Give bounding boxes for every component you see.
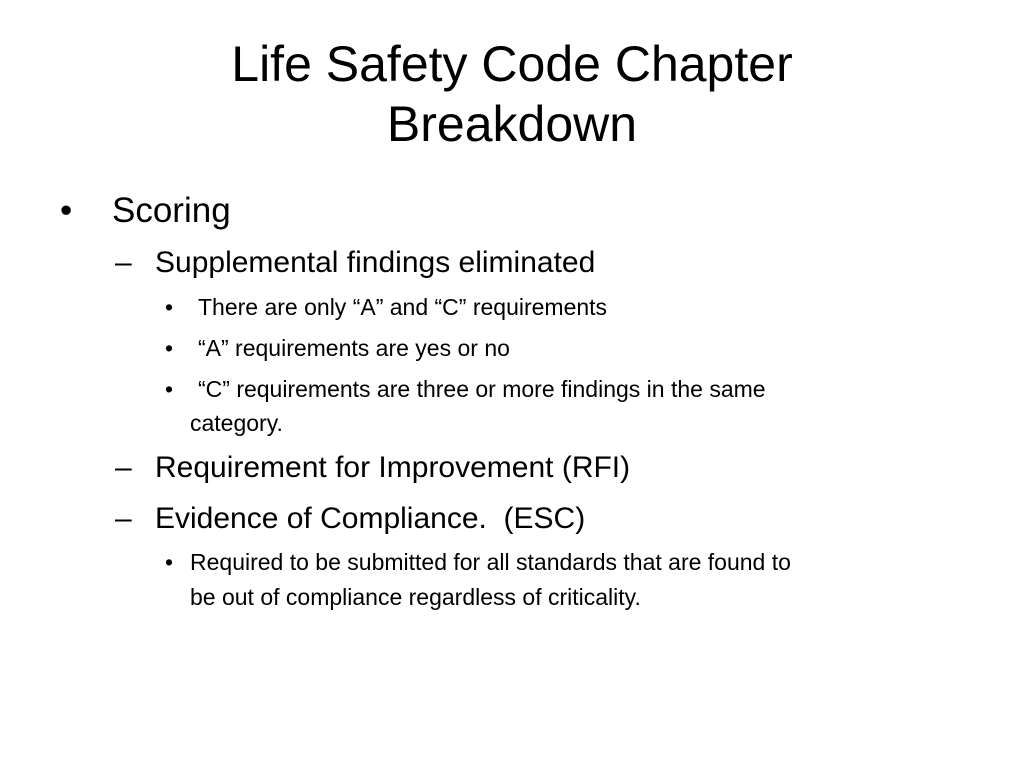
title-line-1: Life Safety Code Chapter [231, 36, 793, 92]
sub-sub-bullet-c-requirements-continued [190, 406, 283, 440]
bullet-marker: • [60, 191, 73, 230]
sub-bullet-supplemental-label: Supplemental findings eliminated [155, 246, 596, 279]
sub-sub-bullet-text: There are only “A” and “C” requirements [198, 294, 608, 320]
dash-marker: – [115, 246, 132, 279]
sub-sub-bullet-text: category. [190, 410, 283, 436]
sub-sub-bullet-text: Required to be submitted for all standards that are found to [190, 549, 791, 575]
bullet-scoring-label: Scoring [112, 191, 231, 230]
dash-marker: – [115, 451, 132, 484]
sub-bullet-esc-label: Evidence of Compliance. (ESC) [155, 502, 586, 535]
sub-sub-bullet-esc-required-continued [190, 580, 641, 614]
bullet-marker: • [165, 376, 174, 402]
sub-sub-bullet-text: “C” requirements are three or more findings in the same [198, 376, 766, 402]
dash-marker: – [115, 502, 132, 535]
bullet-marker: • [165, 335, 174, 361]
title-line-2: Breakdown [386, 96, 638, 152]
slide-title [0, 34, 1024, 154]
bullet-marker: • [165, 549, 174, 575]
sub-sub-bullet-text: be out of compliance regardless of criticality. [190, 584, 641, 610]
sub-sub-bullet-text: “A” requirements are yes or no [198, 335, 510, 361]
bullet-marker: • [165, 294, 174, 320]
sub-bullet-rfi-label: Requirement for Improvement (RFI) [155, 451, 631, 484]
